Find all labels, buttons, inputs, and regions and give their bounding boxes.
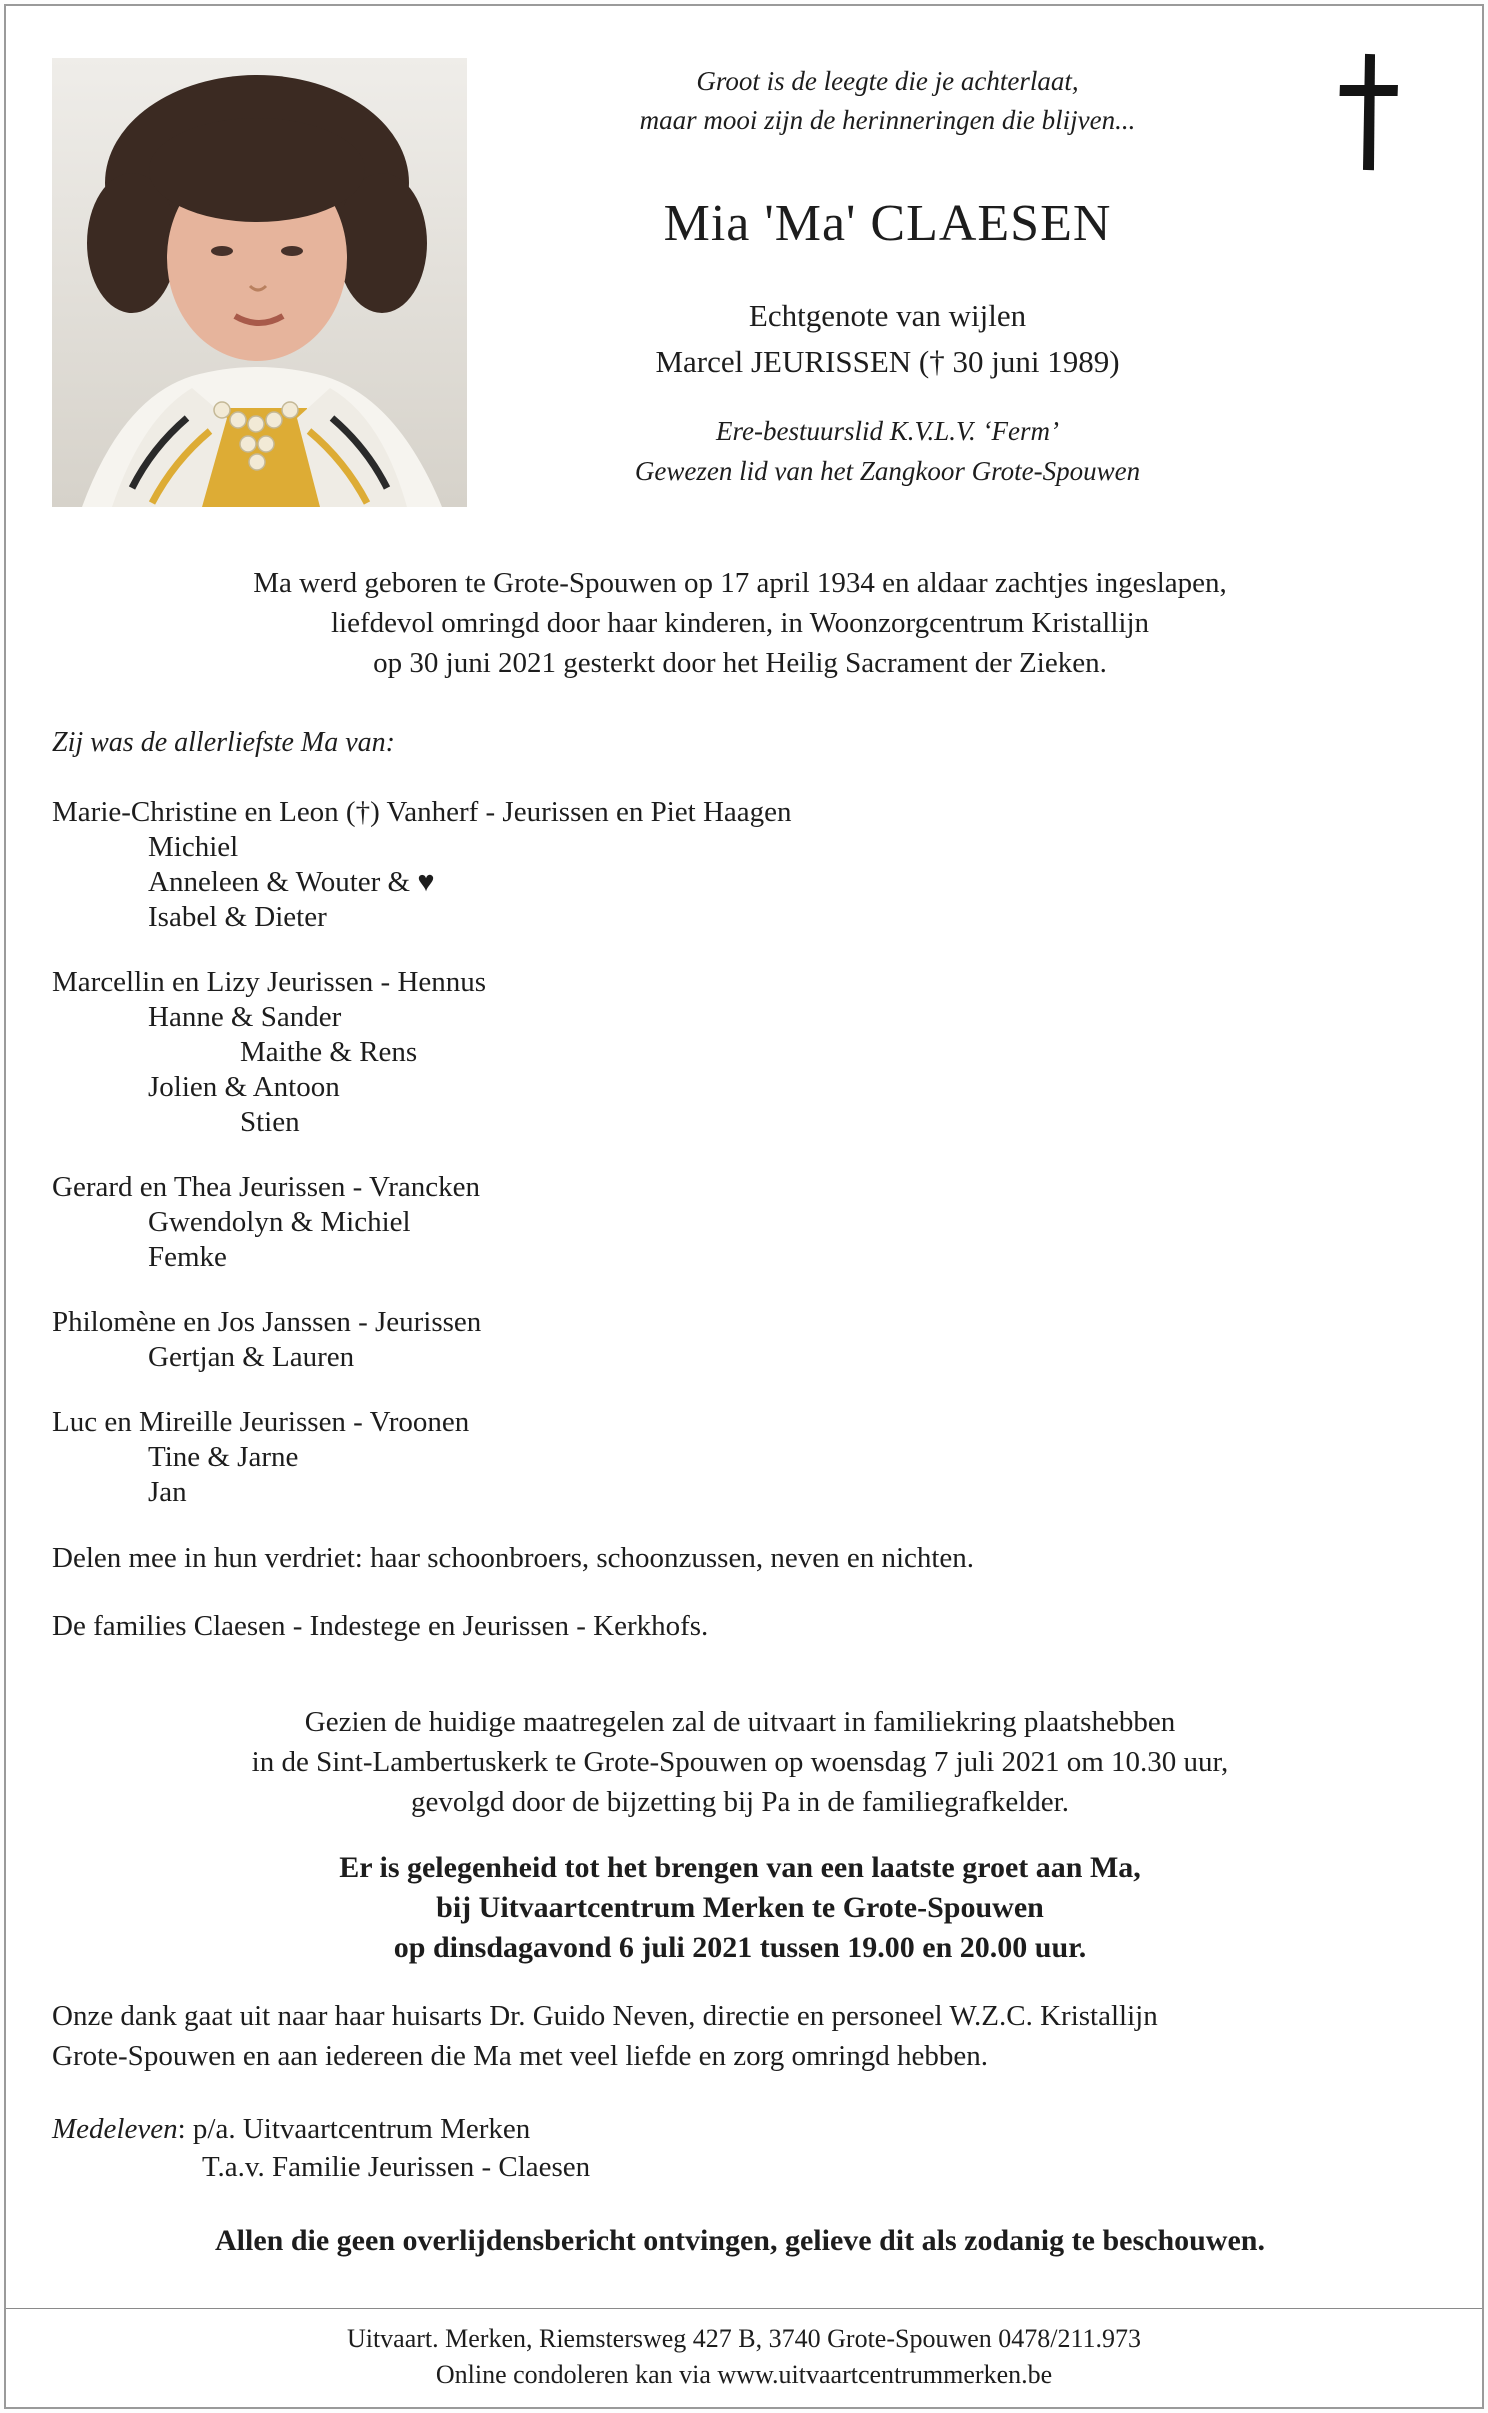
family-child-line: Gertjan & Lauren xyxy=(148,1341,355,1373)
life-line-1: Ma werd geboren te Grote-Spouwen op 17 april 1934 en aldaar zachtjes ingeslapen, xyxy=(253,567,1227,599)
family-list xyxy=(52,795,1428,1510)
family-intro: Zij was de allerliefste Ma van: xyxy=(52,727,395,758)
relatives-line: Delen mee in hun verdriet: haar schoonbroers, schoonzussen, neven en nichten. xyxy=(52,1542,975,1574)
latin-cross-icon xyxy=(1337,52,1399,172)
family-parent-line: Luc en Mireille Jeurissen - Vroonen xyxy=(52,1406,470,1438)
header-text xyxy=(467,58,1308,507)
family-group xyxy=(52,1305,1428,1375)
life-line-3: op 30 juni 2021 gesterkt door het Heilig Sacrament der Zieken. xyxy=(373,647,1107,679)
epigraph-line-2: maar mooi zijn de herinneringen die blijven... xyxy=(639,105,1136,135)
family-group xyxy=(52,1405,1428,1510)
footer xyxy=(6,2308,1482,2407)
family-parent-line: Marie-Christine en Leon (†) Vanherf - Jeurissen en Piet Haagen xyxy=(52,796,792,828)
footer-address: Uitvaart. Merken, Riemstersweg 427 B, 3740 Grote-Spouwen 0478/211.973 xyxy=(346,2324,1142,2353)
life-paragraph xyxy=(52,563,1428,683)
funeral-line-1: Gezien de huidige maatregelen zal de uitvaart in familiekring plaatshebben xyxy=(304,1706,1176,1738)
family-child-line: Jan xyxy=(148,1476,187,1508)
condolence-line-2: T.a.v. Familie Jeurissen - Claesen xyxy=(202,2151,591,2183)
family-group xyxy=(52,965,1428,1140)
thanks-line-2: Grote-Spouwen en aan iedereen die Ma met veel liefde en zorg omringd hebben. xyxy=(52,2040,988,2072)
family-child-line: Stien xyxy=(240,1106,300,1138)
spouse-intro: Echtgenote van wijlen xyxy=(748,298,1027,333)
footer-website: Online condoleren kan via www.uitvaartcentrummerken.be xyxy=(435,2360,1053,2389)
portrait-photo-placeholder xyxy=(52,58,467,507)
greeting-paragraph xyxy=(52,1848,1428,1968)
epigraph xyxy=(475,58,1300,140)
family-parent-line: Philomène en Jos Janssen - Jeurissen xyxy=(52,1306,482,1338)
family-child-line: Gwendolyn & Michiel xyxy=(148,1206,411,1238)
condolence-line-1 xyxy=(52,2110,1428,2148)
card-content xyxy=(6,6,1482,2308)
notice-line: Allen die geen overlijdensbericht ontvingen, gelieve dit als zodanig te beschouwen. xyxy=(215,2224,1265,2257)
thanks-line-1: Onze dank gaat uit naar haar huisarts Dr. Guido Neven, directie en personeel W.Z.C. Kristallijn xyxy=(52,2000,1158,2032)
family-child-line: Tine & Jarne xyxy=(148,1441,299,1473)
cross-column xyxy=(1308,58,1428,507)
funeral-line-3: gevolgd door de bijzetting bij Pa in de familiegrafkelder. xyxy=(411,1786,1069,1818)
epigraph-line-1: Groot is de leegte die je achterlaat, xyxy=(696,66,1079,96)
memorial-card xyxy=(4,4,1484,2409)
life-line-2: liefdevol omringd door haar kinderen, in Woonzorgcentrum Kristallijn xyxy=(330,607,1150,639)
family-group xyxy=(52,795,1428,935)
family-child-line: Femke xyxy=(148,1241,227,1273)
families-line: De families Claesen - Indestege en Jeurissen - Kerkhofs. xyxy=(52,1610,709,1642)
funeral-line-2: in de Sint-Lambertuskerk te Grote-Spouwen op woensdag 7 juli 2021 om 10.30 uur, xyxy=(251,1746,1229,1778)
family-parent-line: Marcellin en Lizy Jeurissen - Hennus xyxy=(52,966,487,998)
family-group xyxy=(52,1170,1428,1275)
thanks-paragraph xyxy=(52,1996,1428,2076)
family-child-line: Michiel xyxy=(148,831,239,863)
family-parent-line: Gerard en Thea Jeurissen - Vrancken xyxy=(52,1171,480,1203)
condolence-block xyxy=(52,2110,1428,2186)
honor-line-1: Ere-bestuurslid K.V.L.V. ‘Ferm’ xyxy=(716,416,1059,446)
family-child-line: Anneleen & Wouter & ♥ xyxy=(148,866,435,898)
deceased-name: Mia 'Ma' CLAESEN xyxy=(663,195,1112,252)
family-child-line: Isabel & Dieter xyxy=(148,901,327,933)
condolence-rest: : p/a. Uitvaartcentrum Merken xyxy=(177,2113,531,2145)
funeral-paragraph xyxy=(52,1702,1428,1822)
greeting-line-1: Er is gelegenheid tot het brengen van een laatste groet aan Ma, xyxy=(339,1851,1141,1884)
header xyxy=(52,58,1428,507)
family-child-line: Jolien & Antoon xyxy=(148,1071,340,1103)
family-child-line: Hanne & Sander xyxy=(148,1001,342,1033)
portrait-photo xyxy=(52,58,467,507)
spouse-name: Marcel JEURISSEN († 30 juni 1989) xyxy=(655,344,1120,379)
greeting-line-3: op dinsdagavond 6 juli 2021 tussen 19.00 en 20.00 uur. xyxy=(393,1931,1087,1964)
greeting-line-2: bij Uitvaartcentrum Merken te Grote-Spouwen xyxy=(436,1891,1044,1924)
spouse-block xyxy=(475,293,1300,385)
condolence-label: Medeleven xyxy=(52,2113,178,2145)
honor-line-2: Gewezen lid van het Zangkoor Grote-Spouwen xyxy=(634,456,1141,486)
honors-block xyxy=(475,411,1300,491)
family-child-line: Maithe & Rens xyxy=(240,1036,418,1068)
